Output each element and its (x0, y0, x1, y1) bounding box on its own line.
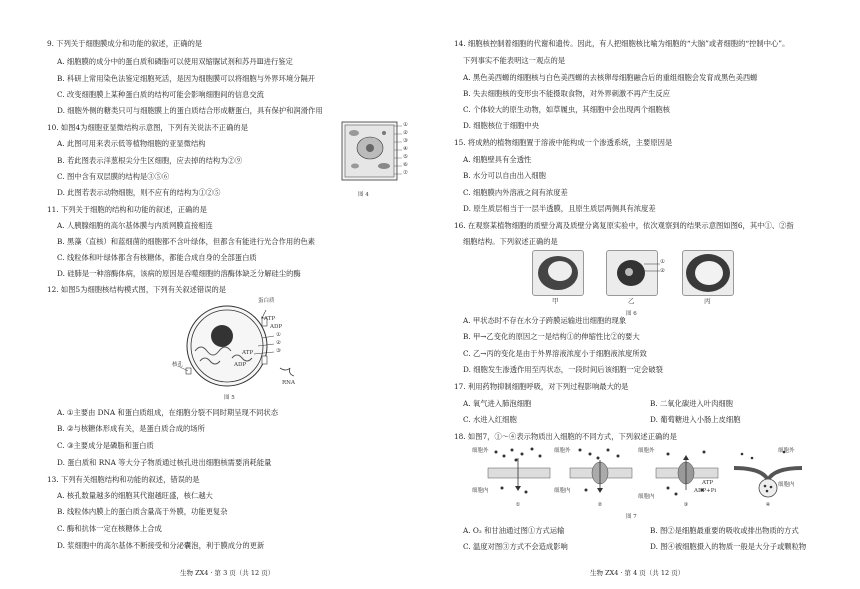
figure-4-caption: 图 4 (358, 192, 369, 198)
q16-option-c: C. 乙→丙的变化是由于外界溶液浓度小于细胞液浓度所致 (463, 349, 647, 358)
q16-option-b: B. 甲→乙变化的原因之一是结构①的伸缩性比②的要大 (463, 332, 640, 341)
q11-stem: 11. 下列关于细胞的结构和功能的叙述，正确的是 (47, 205, 207, 214)
fig7-p1-outside: 细胞外 (472, 448, 489, 454)
q13-option-d: D. 浆细胞中的高尔基体不断接受和分泌囊泡，利于膜成分的更新 (57, 541, 265, 550)
q16-option-a: A. 甲状态时不存在水分子跨膜运输进出细胞的现象 (463, 316, 627, 325)
q9-option-c: C. 改变细胞膜上某种蛋白质的结构可能会影响细胞间的信息交流 (57, 90, 264, 99)
fig5-label-2: ② (276, 340, 281, 346)
q15-stem: 15. 将成熟的植物细胞置于溶液中能构成一个渗透系统，主要原因是 (454, 138, 673, 147)
fig7-adp-label: ADP+Pi (694, 488, 717, 494)
fig4-label-1: ① (403, 122, 408, 128)
q14-option-a: A. 黑色美西螈的细胞核与白色美西螈的去核卵母细胞融合后的重组细胞会发育成黑色美西螈 (463, 73, 758, 82)
fig7-p3-outside: 细胞外 (638, 448, 655, 454)
fig7-p2-inside: 细胞内 (554, 488, 571, 494)
q15-option-c: C. 细胞膜内外溶液之间有浓度差 (463, 188, 568, 197)
right-page (430, 0, 860, 589)
svg-text:④: ④ (765, 502, 771, 508)
figure-7-caption: 图 7 (626, 514, 637, 520)
fig6-pointer-lines (644, 261, 662, 273)
figure-7-transport-diagram (472, 444, 812, 510)
q16-stem-line-1: 16. 在观察某植物细胞的质壁分离及质壁分离复原实验中，依次观察到的结果示意图如图6，其中①、②指 (454, 221, 794, 230)
fig6-pointer-2: ② (660, 268, 665, 274)
q17-stem: 17. 利用药物抑制细胞呼吸，对下列过程影响最大的是 (454, 382, 629, 391)
q14-option-c: C. 个体较大的原生动物，如草履虫，其细胞中会出现两个细胞核 (463, 105, 670, 114)
q14-stem-line-2: 下列事实不能表明这一观点的是 (463, 56, 566, 65)
q10-option-d: D. 此图若表示动物细胞，则不应有的结构为①②⑤ (57, 188, 221, 197)
right-page-footer: 生物 ZX4 · 第 4 页（共 12 页） (590, 569, 685, 577)
fig5-protein-label: 蛋白质 (258, 298, 275, 304)
fig7-p4-inside: 细胞内 (778, 482, 795, 488)
figure-5-caption: 图 5 (224, 395, 235, 401)
fig5-pore-label: 核孔 (172, 362, 184, 368)
fig6-label-jia: 甲 (552, 297, 559, 305)
fig6-label-yi: 乙 (628, 297, 635, 305)
q11-option-a: A. 人胰腺细胞的高尔基体膜与内质网膜直接相连 (57, 221, 213, 230)
fig4-label-2: ② (403, 130, 408, 136)
figure-4-cell-diagram (336, 118, 416, 188)
q15-option-d: D. 原生质层相当于一层半透膜，且原生质层两侧具有浓度差 (463, 204, 656, 213)
fig5-atp-label-1: ATP (264, 316, 276, 322)
fig6-label-bing: 丙 (704, 297, 711, 305)
q17-option-a: A. 氧气进入肺泡细胞 (463, 399, 532, 408)
q9-option-d: D. 细胞外侧的糖类只可与细胞膜上的蛋白质结合形成糖蛋白，具有保护和润滑作用 (57, 106, 323, 115)
fig5-adp-label-2: ADP (234, 362, 247, 368)
q15-option-b: B. 水分可以自由出入细胞 (463, 171, 546, 180)
svg-text:②: ② (597, 502, 603, 508)
q11-option-b: B. 黑藻（直核）和蓝细菌的细胞都不含叶绿体，但都含有能进行光合作用的色素 (57, 237, 316, 246)
fig5-label-1: ① (276, 332, 281, 338)
fig7-p3-inside: 细胞内 (638, 494, 655, 500)
q13-option-a: A. 核孔数量越多的细胞其代谢越旺盛，核仁越大 (57, 491, 213, 500)
fig6-cell-yi (606, 250, 658, 296)
q18-stem: 18. 如图7，①～④表示物质出入细胞的不同方式，下列叙述正确的是 (454, 432, 677, 441)
q16-option-d: D. 细胞发生渗透作用至丙状态，一段时间后该细胞一定会破裂 (463, 365, 663, 374)
fig4-label-4: ④ (403, 146, 408, 152)
fig5-rna-label: RNA (282, 380, 295, 386)
fig4-label-5: ⑤ (403, 154, 408, 160)
q13-option-c: C. 酶和抗体一定在核糖体上合成 (57, 524, 162, 533)
q12-option-a: A. ①主要由 DNA 和蛋白质组成，在细胞分裂不同时期呈现不同状态 (57, 408, 279, 417)
fig5-atp-label-2: ATP (242, 350, 254, 356)
q17-option-b: B. 二氧化碳进入叶肉细胞 (650, 399, 733, 408)
q12-option-d: D. 蛋白质和 RNA 等大分子物质通过核孔进出细胞核需要消耗能量 (57, 458, 272, 467)
figure-5-nucleus-diagram (170, 296, 300, 391)
fig6-cell-jia (532, 250, 584, 296)
q18-option-b: B. 图②是细胞最重要的吸收或排出物质的方式 (650, 526, 799, 535)
q9-option-b: B. 科研上常用染色法鉴定细胞死活，是因为细胞膜可以将细胞与外界环境分隔开 (57, 74, 316, 83)
q10-stem: 10. 如图4为细胞亚显微结构示意图，下列有关说法不正确的是 (47, 123, 248, 132)
figure-6-caption: 图 6 (626, 311, 637, 317)
fig7-atp-label: ATP (702, 480, 714, 486)
q14-option-d: D. 细胞核位于细胞中央 (463, 121, 539, 130)
left-page-footer: 生物 ZX4 · 第 3 页（共 12 页） (180, 569, 275, 577)
q10-option-c: C. 图中含有双层膜的结构是③⑤⑥ (57, 172, 170, 181)
q15-option-a: A. 细胞壁具有全透性 (463, 155, 532, 164)
q18-option-a: A. O₂ 和甘油通过图①方式运输 (463, 526, 565, 535)
fig4-label-3: ③ (403, 138, 408, 144)
q16-stem-line-2: 细胞结构。下列叙述正确的是 (463, 237, 558, 246)
fig7-panel-2 (570, 449, 632, 509)
q10-option-a: A. 此图可用来表示低等植物细胞的亚显微结构 (57, 139, 206, 148)
fig6-pointer-1: ① (660, 259, 665, 265)
q18-option-d: D. 图④被细胞摄入的物质一般是大分子或颗粒物 (650, 542, 807, 551)
q18-option-c: C. 温度对图③方式不会造成影响 (463, 542, 568, 551)
q17-option-c: C. 水进入红细胞 (463, 415, 517, 424)
q11-option-d: D. 硅肺是一种溶酶体病，该病的原因是吞噬细胞的溶酶体缺乏分解硅尘的酶 (57, 269, 301, 278)
fig7-p2-outside: 细胞外 (554, 448, 571, 454)
q12-option-b: B. ②与核糖体形成有关，是蛋白质合成的场所 (57, 424, 205, 433)
q17-option-d: D. 葡萄糖进入小肠上皮细胞 (650, 415, 741, 424)
q13-option-b: B. 线粒体内膜上的蛋白质含量高于外膜，功能更复杂 (57, 507, 228, 516)
q11-option-c: C. 线粒体和叶绿体都含有核糖体，都能合成自身的全部蛋白质 (57, 253, 257, 262)
svg-text:①: ① (515, 502, 521, 508)
q9-stem: 9. 下列关于细胞膜成分和功能的叙述，正确的是 (47, 39, 203, 48)
fig5-adp-label-1: ADP (270, 324, 283, 330)
q14-stem-line-1: 14. 细胞核控制着细胞的代谢和遗传。因此，有人把细胞核比喻为细胞的“大脑”或者细胞的“控制中心”。 (454, 39, 790, 48)
fig4-label-6: ⑥ (403, 162, 408, 168)
fig7-panel-1 (488, 448, 550, 509)
fig5-label-3: ③ (276, 348, 281, 354)
fig6-cell-bing (682, 250, 734, 296)
svg-text:③: ③ (683, 502, 689, 508)
q12-stem: 12. 如图5为细胞核结构模式图，下列有关叙述错误的是 (47, 285, 227, 294)
q14-option-b: B. 失去细胞核的变形虫不能摄取食物，对外界刺激不再产生反应 (463, 89, 671, 98)
q9-option-a: A. 细胞膜的成分中的蛋白质和磷脂可以使用双缩脲试剂和苏丹Ⅲ进行鉴定 (57, 57, 293, 66)
fig7-p4-outside: 细胞外 (778, 448, 795, 454)
fig4-label-7: ⑦ (403, 170, 408, 176)
fig7-p1-inside: 细胞内 (472, 488, 489, 494)
q13-stem: 13. 下列有关细胞结构和功能的叙述，错误的是 (47, 475, 200, 484)
q12-option-c: C. ③主要成分是磷脂和蛋白质 (57, 441, 154, 450)
q10-option-b: B. 若此图表示洋葱根尖分生区细胞，应去掉的结构为②⑨ (57, 156, 243, 165)
